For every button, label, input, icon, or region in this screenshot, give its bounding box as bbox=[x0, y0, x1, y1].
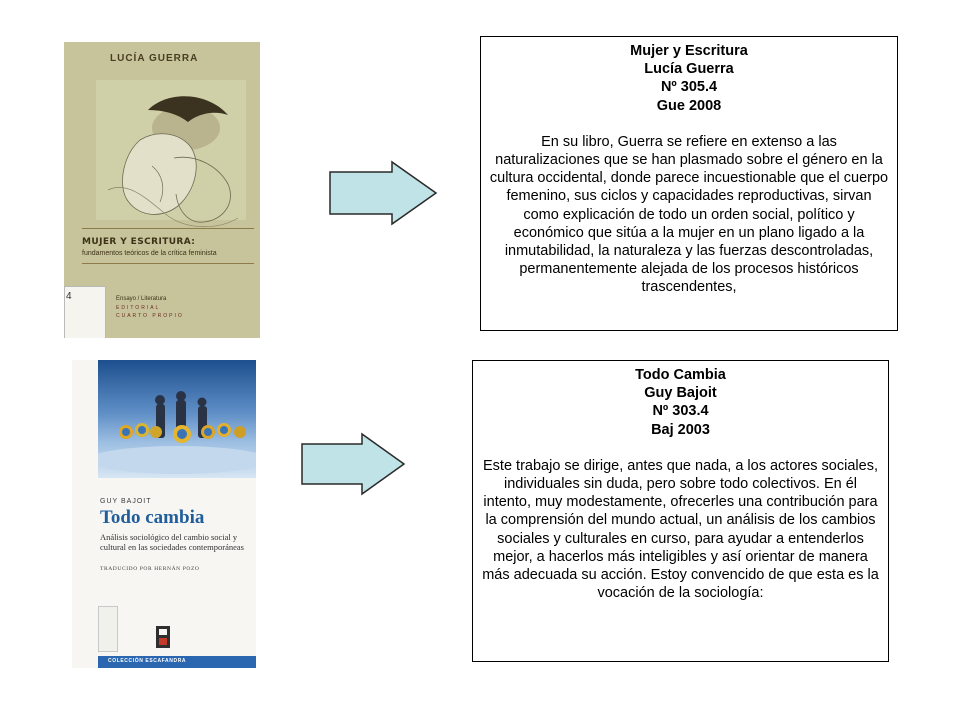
publisher-line: CUARTO PROPIO bbox=[116, 313, 184, 319]
publisher-line: EDITORIAL bbox=[116, 305, 161, 311]
book-code: Baj 2003 bbox=[651, 421, 710, 438]
cover-author: GUY BAJOIT bbox=[100, 498, 152, 505]
cover-collection: COLECCIÓN ESCAFANDRA bbox=[108, 658, 187, 664]
arrow-right-icon bbox=[300, 432, 408, 496]
cover-series: Ensayo / Literatura bbox=[116, 296, 167, 302]
book-code: Gue 2008 bbox=[656, 97, 722, 114]
book-info-box bbox=[472, 360, 889, 662]
book-info-box bbox=[480, 36, 898, 331]
book-description: En su libro, Guerra se refiere en extenso a las naturalizaciones que se han plasmado sobre el género en la cultura occidental, donde parece incuestionable que el cuerpo femenino, sus ciclos y capacidades reproductivas, sirvan como explicación de todo un orden social, político y económico que sitúa a la mujer en un plano ligado a la inmutabilidad, la naturaleza y las fuerzas descontroladas, permanentemente alejada de los procesos históricos trascendentes, bbox=[489, 133, 889, 296]
library-sticker bbox=[64, 286, 106, 338]
cover-rule bbox=[82, 263, 254, 264]
cover-rule bbox=[82, 228, 254, 229]
book-cover-todo-cambia bbox=[72, 360, 256, 668]
book-title: Todo Cambia bbox=[635, 367, 726, 383]
sticker-number: 4 bbox=[66, 291, 72, 302]
cover-illustration bbox=[78, 70, 254, 250]
book-call-number: Nº 303.4 bbox=[652, 403, 709, 420]
cover-translator: TRADUCIDO POR HERNÁN POZO bbox=[100, 566, 200, 572]
cover-photo bbox=[98, 360, 256, 478]
book-cover-mujer-y-escritura bbox=[64, 42, 260, 338]
cover-subtitle: Análisis sociológico del cambio social y cultural en las sociedades contemporáneas bbox=[100, 532, 244, 552]
book-title: Mujer y Escritura bbox=[630, 43, 748, 59]
book-author: Lucía Guerra bbox=[644, 61, 734, 78]
book-description: Este trabajo se dirige, antes que nada, a los actores sociales, individuales sin duda, pero sobre todo colectivos. En él intento, muy modestamente, ofrecerles una contribución para la comprensión del mundo actual, un análisis de los cambios sociales y culturales en curso, para ayudar a entenderlos mejor, a hacerlos más inteligibles y así orientar de manera más adecuada su acción. Estoy convencido de que esta es la vocación de la sociología: bbox=[482, 457, 879, 602]
cover-publisher bbox=[116, 304, 216, 320]
cover-author: LUCÍA GUERRA bbox=[110, 53, 199, 64]
publisher-logo-icon bbox=[156, 626, 170, 648]
cover-subtitle: fundamentos teóricos de la crítica feminista bbox=[82, 250, 217, 257]
library-sticker bbox=[98, 606, 118, 652]
book-call-number: Nº 305.4 bbox=[660, 79, 718, 96]
cover-title: Todo cambia bbox=[100, 507, 205, 528]
book-author: Guy Bajoit bbox=[644, 385, 717, 402]
arrow-right-icon bbox=[328, 160, 440, 226]
cover-title: MUJER Y ESCRITURA: bbox=[82, 237, 196, 247]
